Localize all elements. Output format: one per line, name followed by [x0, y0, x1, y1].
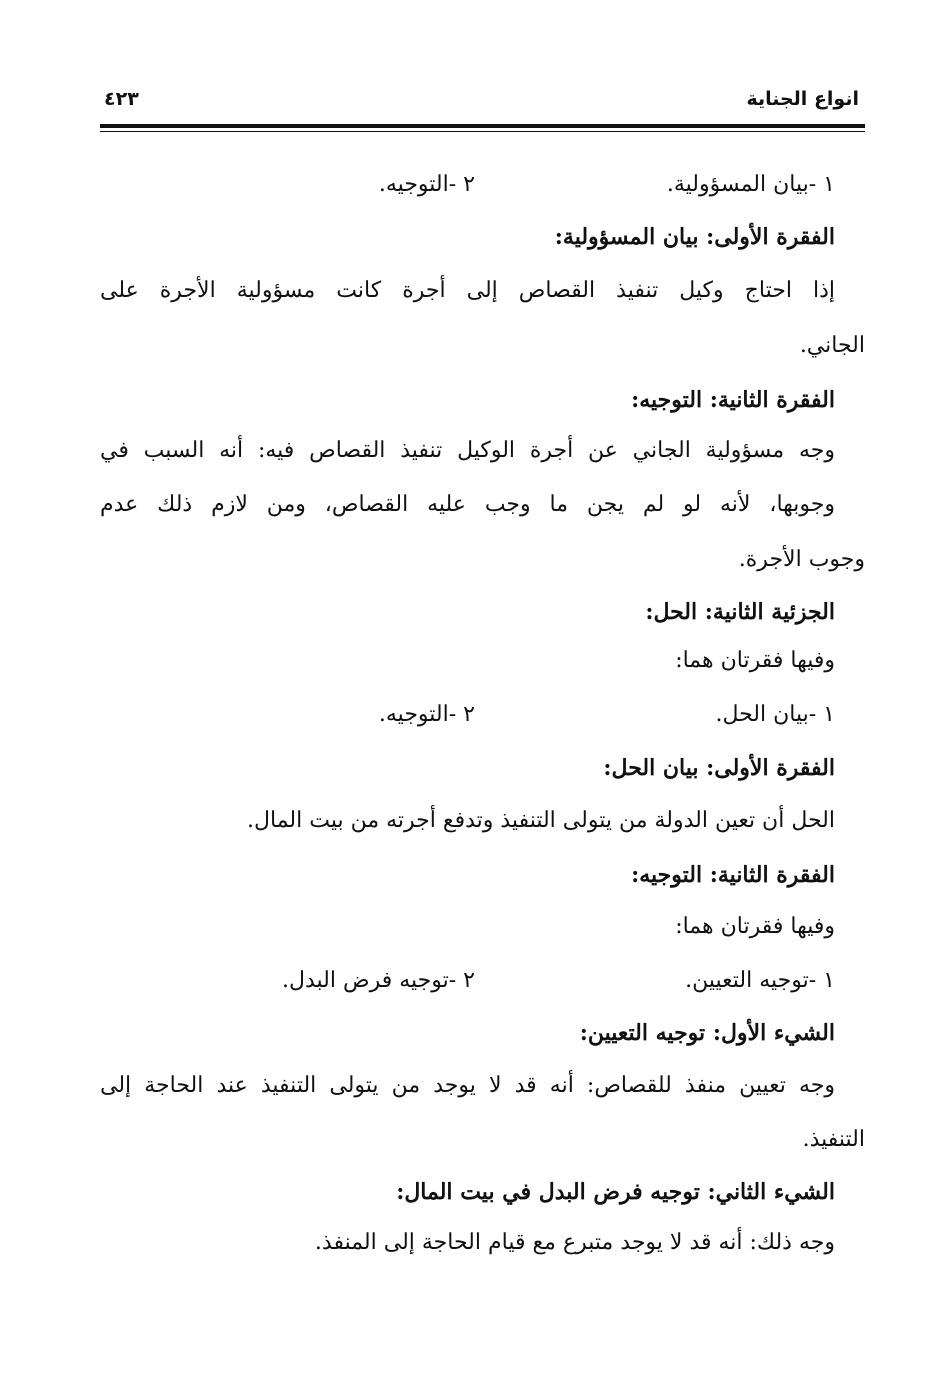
header-rule-thin	[100, 131, 865, 132]
section-heading: الفقرة الأولى: بيان المسؤولية:	[554, 224, 835, 250]
paragraph-line-end: الجاني.	[799, 333, 865, 358]
section-heading: الشيء الثاني: توجيه فرض البدل في بيت المال:	[396, 1179, 835, 1205]
paragraph-line-end: التنفيذ.	[802, 1127, 865, 1152]
paragraph-line: وجه ذلك: أنه قد لا يوجد متبرع مع قيام الحاجة إلى المنفذ.	[314, 1230, 835, 1255]
enum-item-2: ٢ -التوجيه.	[378, 172, 475, 197]
header-rule-thick	[100, 124, 865, 128]
page-number: ٤٢٣	[104, 88, 139, 110]
paragraph-line: وجه مسؤولية الجاني عن أجرة الوكيل تنفيذ القصاص فيه: أنه السبب في	[100, 438, 835, 463]
paragraph-line: الحل أن تعين الدولة من يتولى التنفيذ وتدفع أجرته من بيت المال.	[247, 808, 835, 833]
paragraph-line-end: وجوب الأجرة.	[738, 547, 865, 572]
enum-item-1: ١ -توجيه التعيين.	[685, 968, 835, 993]
paragraph-line: إذا احتاج وكيل تنفيذ القصاص إلى أجرة كانت مسؤولية الأجرة على	[100, 278, 835, 303]
paragraph-line: وجوبها، لأنه لو لم يجن ما وجب عليه القصاص، ومن لازم ذلك عدم	[100, 492, 835, 517]
section-heading: الفقرة الأولى: بيان الحل:	[603, 755, 835, 781]
section-heading: الفقرة الثانية: التوجيه:	[631, 387, 835, 413]
enum-item-1: ١ -بيان الحل.	[715, 702, 835, 727]
section-heading: الفقرة الثانية: التوجيه:	[631, 862, 835, 888]
section-heading: الجزئية الثانية: الحل:	[645, 599, 835, 625]
chapter-title: انواع الجناية	[746, 88, 859, 110]
paragraph-line: وفيها فقرتان هما:	[675, 914, 835, 939]
enum-item-2: ٢ -التوجيه.	[378, 702, 475, 727]
paragraph-line: وجه تعيين منفذ للقصاص: أنه قد لا يوجد من يتولى التنفيذ عند الحاجة إلى	[100, 1073, 835, 1098]
section-heading: الشيء الأول: توجيه التعيين:	[579, 1020, 835, 1046]
paragraph-line: وفيها فقرتان هما:	[675, 648, 835, 673]
document-page	[100, 0, 865, 1374]
enum-item-1: ١ -بيان المسؤولية.	[666, 172, 835, 197]
running-header	[100, 88, 865, 122]
enum-item-2: ٢ -توجيه فرض البدل.	[282, 968, 475, 993]
